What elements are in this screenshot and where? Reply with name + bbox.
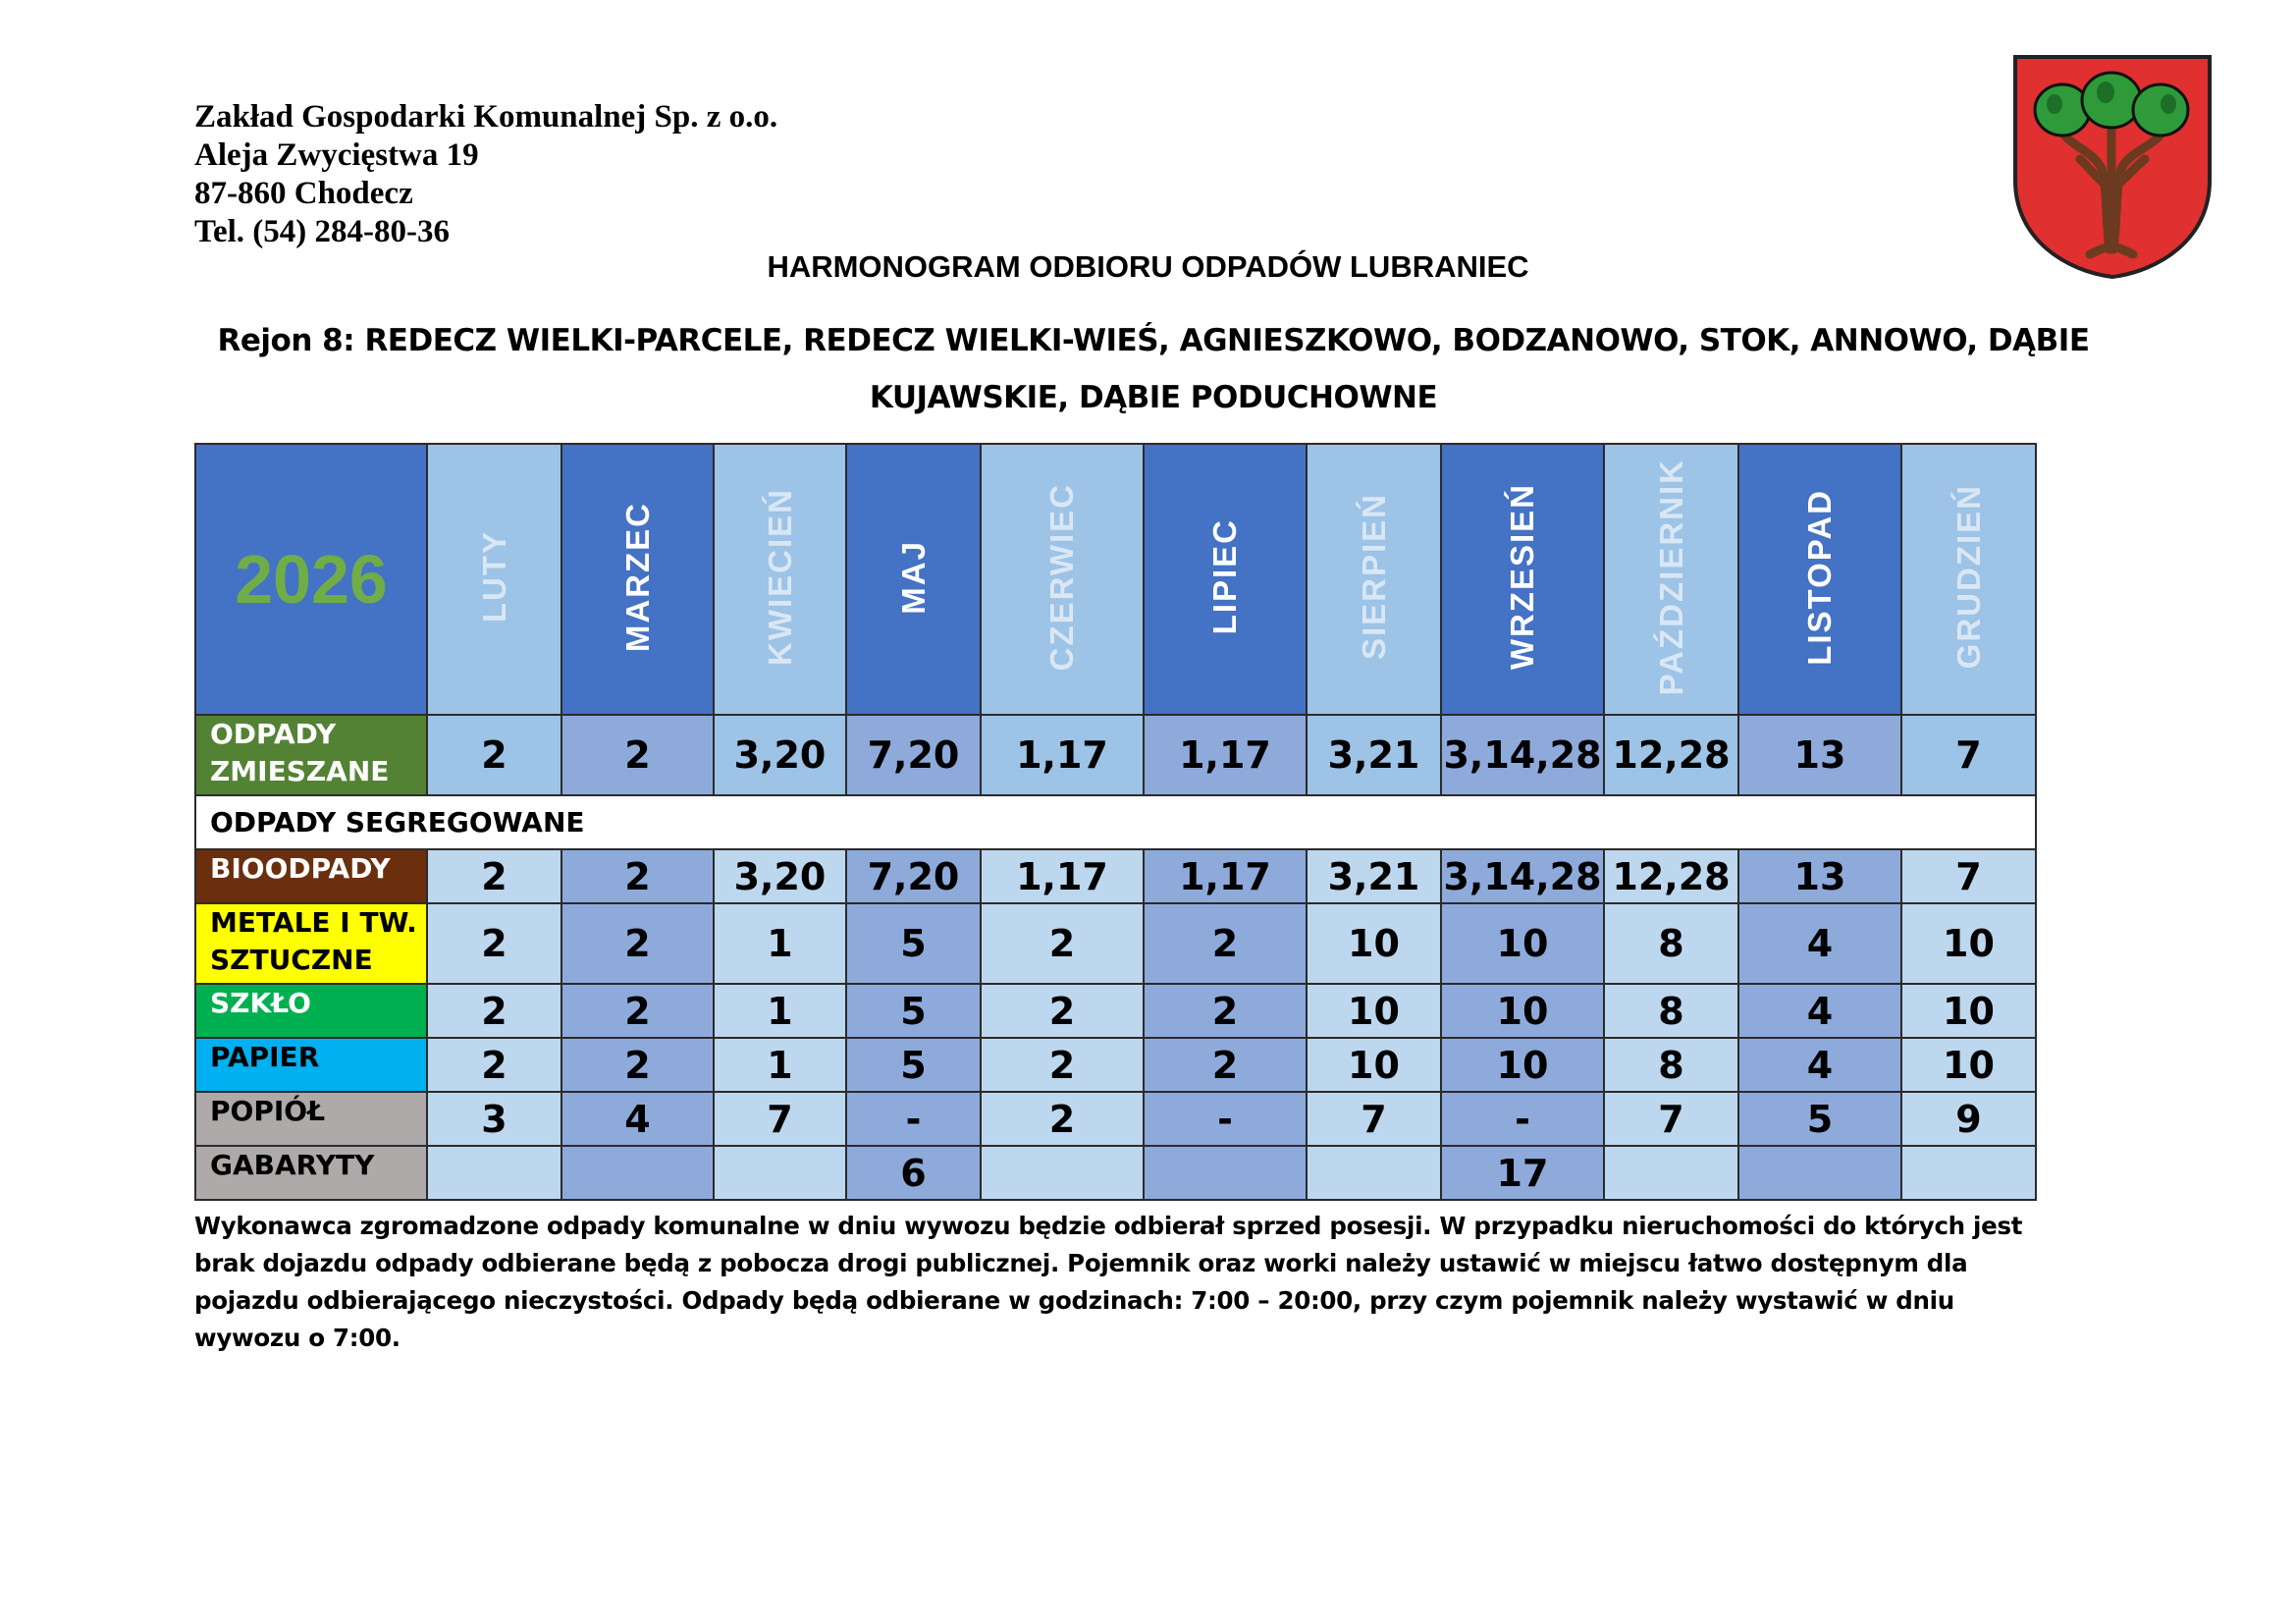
schedule-cell: 2 <box>561 1038 714 1092</box>
schedule-cell: 3,20 <box>714 849 846 903</box>
collection-schedule-table <box>194 443 2037 1201</box>
schedule-cell: 1,17 <box>1144 849 1307 903</box>
month-header <box>427 444 561 715</box>
schedule-cell: 6 <box>846 1146 981 1200</box>
schedule-cell: 4 <box>561 1092 714 1146</box>
schedule-cell: 17 <box>1441 1146 1604 1200</box>
region-description: Rejon 8: REDECZ WIELKI-PARCELE, REDECZ WIELKI-WIEŚ, AGNIESZKOWO, BODZANOWO, STOK, ANNOWO, DĄBIE KUJAWSKIE, DĄBIE PODUCHOWNE <box>217 323 2090 415</box>
schedule-cell: 2 <box>427 849 561 903</box>
row-label-mixed: ODPADY ZMIESZANE <box>195 715 427 795</box>
schedule-cell: 2 <box>561 984 714 1038</box>
schedule-cell: 1,17 <box>981 849 1144 903</box>
schedule-cell <box>561 1146 714 1200</box>
row-label-bulky: GABARYTY <box>195 1146 427 1200</box>
schedule-cell: 1 <box>714 1038 846 1092</box>
month-label: MAJ <box>894 539 932 615</box>
month-header <box>846 444 981 715</box>
collection-note: Wykonawca zgromadzone odpady komunalne w dniu wywozu będzie odbierał sprzed posesji. W przypadku nieruchomości do których jest brak dojazdu odpady odbierane będą z pobocza drogi publicznej. Pojemnik oraz worki należy ustawić w miejscu łatwo dostępnym dla pojazdu odbierającego nieczystości. Odpady będą odbierane w godzinach: 7:00 – 20:00, przy czym pojemnik należy wystawić w dniu wywozu o 7:00. <box>194 1212 2023 1352</box>
schedule-cell: 2 <box>1144 1038 1307 1092</box>
schedule-cell: 2 <box>561 903 714 984</box>
month-header <box>714 444 846 715</box>
schedule-cell: 3,14,28 <box>1441 715 1604 795</box>
schedule-cell: 7 <box>1901 715 2036 795</box>
schedule-cell: 1 <box>714 903 846 984</box>
schedule-cell: 9 <box>1901 1092 2036 1146</box>
schedule-cell: 2 <box>981 903 1144 984</box>
schedule-cell: 2 <box>427 903 561 984</box>
schedule-cell: 2 <box>427 715 561 795</box>
schedule-cell: 8 <box>1604 1038 1738 1092</box>
company-name: Zakład Gospodarki Komunalnej Sp. z o.o. <box>194 99 778 135</box>
schedule-cell: 3 <box>427 1092 561 1146</box>
schedule-cell: 7 <box>1307 1092 1441 1146</box>
schedule-cell: 1,17 <box>1144 715 1307 795</box>
month-label: PAŹDZIERNIK <box>1652 458 1689 696</box>
row-label-ash: POPIÓŁ <box>195 1092 427 1146</box>
schedule-cell: 7,20 <box>846 849 981 903</box>
month-label: LIPIEC <box>1206 518 1243 635</box>
month-label: SIERPIEŃ <box>1355 493 1392 661</box>
schedule-cell: 13 <box>1738 715 1901 795</box>
company-phone: Tel. (54) 284-80-36 <box>194 214 451 249</box>
month-header <box>1441 444 1604 715</box>
waste-row-paper <box>195 1038 2036 1092</box>
month-header <box>1738 444 1901 715</box>
waste-row-glass <box>195 984 2036 1038</box>
schedule-cell: 1,17 <box>981 715 1144 795</box>
schedule-cell: - <box>1441 1092 1604 1146</box>
schedule-cell <box>981 1146 1144 1200</box>
schedule-cell <box>1604 1146 1738 1200</box>
mixed-waste-row <box>195 715 2036 795</box>
schedule-cell <box>1307 1146 1441 1200</box>
schedule-cell <box>1901 1146 2036 1200</box>
schedule-cell: 1 <box>714 984 846 1038</box>
month-header <box>561 444 714 715</box>
schedule-cell: 10 <box>1307 903 1441 984</box>
schedule-cell: 3,21 <box>1307 715 1441 795</box>
coat-of-arms-icon <box>2011 53 2214 281</box>
schedule-cell: 10 <box>1307 1038 1441 1092</box>
row-label-paper: PAPIER <box>195 1038 427 1092</box>
month-label: MARZEC <box>618 501 656 653</box>
schedule-cell: 13 <box>1738 849 1901 903</box>
schedule-cell: 10 <box>1901 903 2036 984</box>
schedule-cell: 12,28 <box>1604 715 1738 795</box>
schedule-cell: 10 <box>1901 1038 2036 1092</box>
company-street: Aleja Zwycięstwa 19 <box>194 137 479 173</box>
schedule-cell <box>714 1146 846 1200</box>
schedule-cell: 2 <box>427 984 561 1038</box>
schedule-cell <box>1738 1146 1901 1200</box>
schedule-cell: 7 <box>1604 1092 1738 1146</box>
schedule-cell: 2 <box>981 984 1144 1038</box>
waste-row-metal-plastic <box>195 903 2036 984</box>
schedule-cell <box>427 1146 561 1200</box>
schedule-cell: 7 <box>714 1092 846 1146</box>
month-header <box>1604 444 1738 715</box>
schedule-title: HARMONOGRAM ODBIORU ODPADÓW LUBRANIEC <box>767 249 1529 284</box>
waste-row-bio <box>195 849 2036 903</box>
month-label: WRZESIEŃ <box>1504 483 1540 671</box>
schedule-cell: 5 <box>846 903 981 984</box>
schedule-cell: 2 <box>981 1092 1144 1146</box>
schedule-cell: 8 <box>1604 903 1738 984</box>
month-label: GRUDZIEŃ <box>1949 484 1987 670</box>
schedule-cell: 2 <box>1144 984 1307 1038</box>
row-label-bio: BIOODPADY <box>195 849 427 903</box>
month-header <box>1144 444 1307 715</box>
schedule-cell: 3,21 <box>1307 849 1441 903</box>
schedule-cell: 10 <box>1901 984 2036 1038</box>
schedule-cell: 3,20 <box>714 715 846 795</box>
schedule-cell: - <box>846 1092 981 1146</box>
month-label: CZERWIEC <box>1043 482 1080 672</box>
waste-row-ash <box>195 1092 2036 1146</box>
segregated-header-row <box>195 795 2036 849</box>
schedule-cell: 3,14,28 <box>1441 849 1604 903</box>
segregated-header: ODPADY SEGREGOWANE <box>195 795 2036 849</box>
month-header-row <box>195 444 2036 715</box>
schedule-cell: 4 <box>1738 903 1901 984</box>
schedule-cell: 2 <box>561 849 714 903</box>
schedule-cell: 7 <box>1901 849 2036 903</box>
month-label: LUTY <box>475 530 512 623</box>
schedule-cell: 7,20 <box>846 715 981 795</box>
schedule-cell: 10 <box>1441 903 1604 984</box>
schedule-cell: 5 <box>1738 1092 1901 1146</box>
company-city: 87-860 Chodecz <box>194 176 413 211</box>
month-label: KWIECIEŃ <box>761 488 798 666</box>
schedule-cell: 5 <box>846 984 981 1038</box>
month-label: LISTOPAD <box>1801 488 1838 666</box>
company-address <box>194 98 777 251</box>
schedule-cell: 2 <box>981 1038 1144 1092</box>
month-header <box>981 444 1144 715</box>
month-header <box>1307 444 1441 715</box>
row-label-metal-plastic: METALE I TW. SZTUCZNE <box>195 903 427 984</box>
schedule-cell: 5 <box>846 1038 981 1092</box>
schedule-cell: 2 <box>561 715 714 795</box>
schedule-cell <box>1144 1146 1307 1200</box>
schedule-cell: 4 <box>1738 984 1901 1038</box>
waste-row-bulky <box>195 1146 2036 1200</box>
schedule-cell: - <box>1144 1092 1307 1146</box>
schedule-cell: 4 <box>1738 1038 1901 1092</box>
row-label-glass: SZKŁO <box>195 984 427 1038</box>
schedule-cell: 10 <box>1307 984 1441 1038</box>
schedule-cell: 2 <box>427 1038 561 1092</box>
schedule-cell: 8 <box>1604 984 1738 1038</box>
schedule-cell: 10 <box>1441 984 1604 1038</box>
schedule-cell: 2 <box>1144 903 1307 984</box>
month-header <box>1901 444 2036 715</box>
year-cell: 2026 <box>195 444 427 715</box>
schedule-cell: 12,28 <box>1604 849 1738 903</box>
schedule-cell: 10 <box>1441 1038 1604 1092</box>
